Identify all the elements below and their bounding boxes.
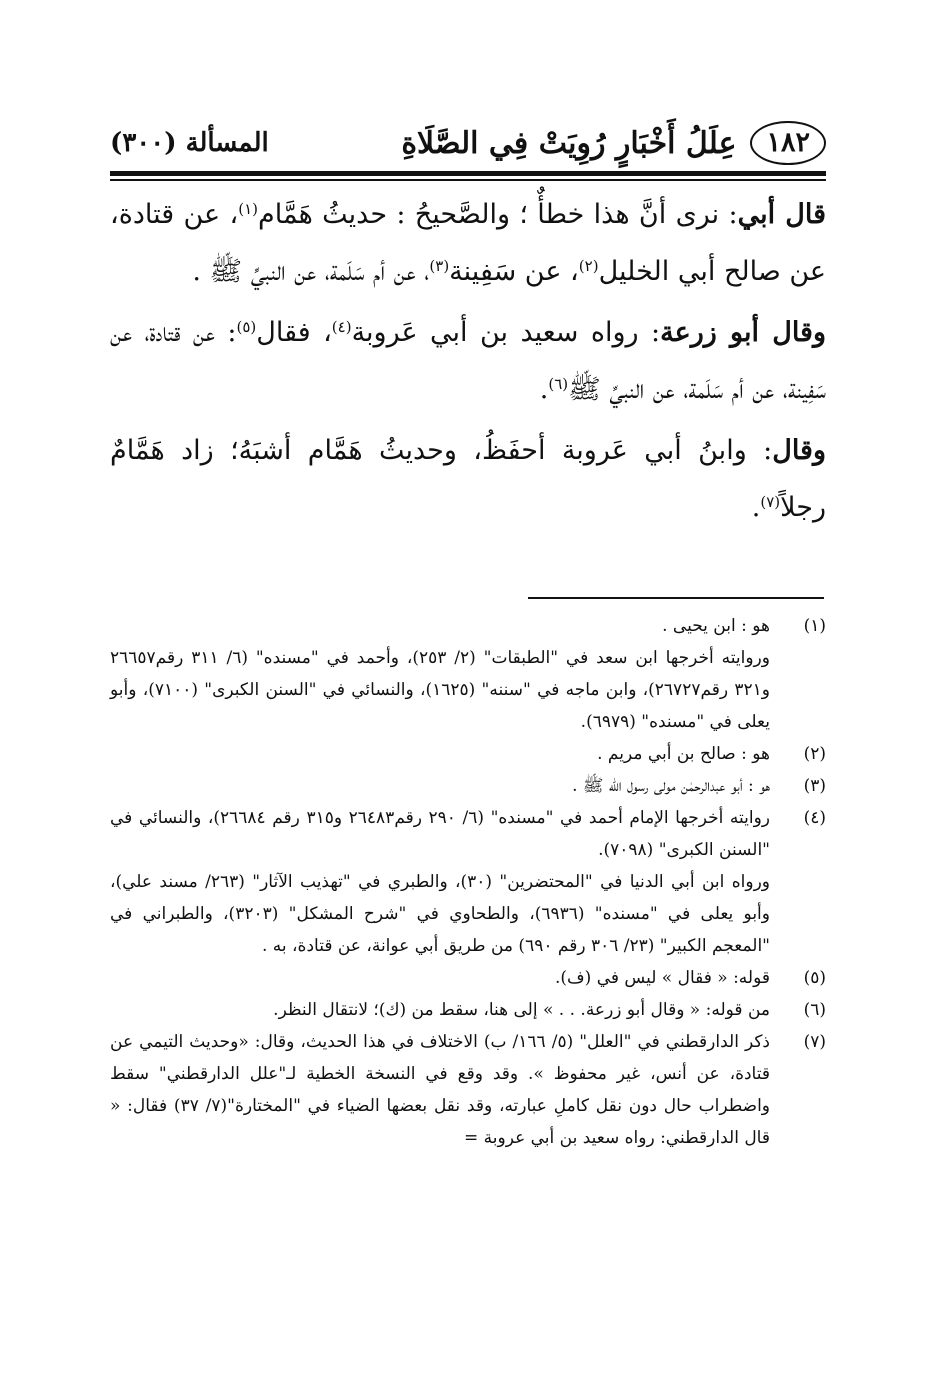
- footnote-line: هو : صالح بن أبي مريم .: [597, 744, 770, 764]
- paragraph-text: : نرى أنَّ هذا خطأٌ ؛ والصَّحيحُ : حديثُ هَمَّام: [258, 199, 738, 230]
- footnote-line: ذكر الدارقطني في "العلل" (٥/ ١٦٦/ ب) الاختلاف في هذا الحديث، وقال: «وحديث التيمي عن قتادة، عن أنس، غير محفوظ ». وقد وقع في النسخة الخطية لـ"علل الدارقطني" سقط واضطراب حال دون نقل كاملِ عبارته، وقد نقل بعضها الضياء في "المختارة"(٧/ ٣٧) فقال: « قال الدارقطني: رواه سعيد بن أبي عروبة =: [110, 1032, 771, 1148]
- footnote-ref[interactable]: (٣): [429, 257, 450, 275]
- footnote-ref[interactable]: (٧): [760, 493, 781, 511]
- footnote-separator: [528, 597, 824, 599]
- footnote-number: (٣): [803, 776, 826, 796]
- page-header: [110, 118, 826, 168]
- paragraph-2: [110, 304, 826, 418]
- footnote-1: [110, 610, 826, 738]
- paragraph-3: [110, 422, 826, 536]
- paragraph-1: [110, 186, 826, 300]
- footnote-line: روايته أخرجها الإمام أحمد في "مسنده" (٦/ ٢٩٠ رقم٢٦٤٨٣ و٣١٥ رقم ٢٦٦٨٤)، والنسائي في "السنن الكبرى" (٧٠٩٨).: [110, 808, 770, 860]
- paragraph-text: ، عن أم سَلَمة، عن النبيِّ ﷺ .: [192, 256, 430, 287]
- footnote-number: (٦): [803, 1000, 826, 1020]
- paragraph-text: ، عن قتادة، عن صالح أبي الخليل: [110, 199, 826, 287]
- footnote-2: [110, 738, 826, 770]
- footnote-number: (٢): [803, 744, 826, 764]
- footnote-body: [110, 1026, 770, 1154]
- footnote-ref[interactable]: (٦): [548, 375, 569, 393]
- footnote-number: (٧): [803, 1032, 826, 1052]
- paragraph-text: ، فقال: [256, 317, 332, 348]
- footnote-7: [110, 1026, 826, 1154]
- footnote-line: من قوله: « وقال أبو زرعة. . . » إلى هنا، سقط من (ك)؛ لانتقال النظر.: [273, 1000, 770, 1020]
- footnote-line: قوله: « فقال » ليس في (ف).: [555, 968, 770, 988]
- footnote-body: [110, 610, 770, 738]
- footnote-line: ورواه ابن أبي الدنيا في "المحتضرين" (٣٠)، والطبري في "تهذيب الآثار" (٢٦٣/ مسند علي)، وأبو يعلى في "مسنده" (٦٩٣٦)، والطحاوي في "شرح المشكل" (٣٢٠٣)، والطبراني في "المعجم الكبير" (٢٣/ ٣٠٦ رقم ٦٩٠) من طريق أبي عوانة، عن قتادة، به .: [110, 872, 770, 956]
- book-title: عِلَلُ أَخْبَارٍ رُوِيَتْ فِي الصَّلَاةِ: [401, 125, 737, 161]
- footnote-body: [110, 962, 770, 994]
- footnote-line: هو : ابن يحيى .: [662, 616, 770, 636]
- footnote-number: (٤): [803, 808, 826, 828]
- footnote-line: وروايته أخرجها ابن سعد في "الطبقات" (٢/ ٢٥٣)، وأحمد في "مسنده" (٦/ ٣١١ رقم٢٦٦٥٧ و٣٢١ رقم٢٦٧٢٧)، وابن ماجه في "سننه" (١٦٢٥)، والنسائي في "السنن الكبرى" (٧١٠٠)، وأبو يعلى في "مسنده" (٦٩٧٩).: [110, 648, 770, 732]
- speaker-label: وقال: [772, 435, 826, 466]
- footnote-body: [110, 994, 770, 1026]
- footnote-body: [110, 738, 770, 770]
- footnote-number: (١): [803, 616, 826, 636]
- paragraph-text: .: [539, 374, 549, 405]
- main-text: [110, 186, 826, 540]
- footnote-ref[interactable]: (٤): [331, 318, 352, 336]
- footnote-4: [110, 802, 826, 962]
- speaker-label: وقال أبو زرعة: [660, 317, 827, 348]
- header-rule-thin: [110, 179, 826, 181]
- header-right-group: [401, 121, 826, 165]
- header-rule-thick: [110, 171, 826, 176]
- paragraph-text: : وابنُ أبي عَروبة أحفَظُ، وحديثُ هَمَّام أشبَهُ؛ زاد هَمَّامٌ رجلاً: [110, 435, 826, 523]
- footnote-ref[interactable]: (١): [238, 200, 259, 218]
- footnote-body: [110, 802, 770, 962]
- paragraph-text: : عن قتادة، عن سَفِينة، عن أم سَلَمة، عن النبيِّ ﷺ: [110, 317, 826, 405]
- page-number: ١٨٢: [750, 121, 826, 165]
- footnote-3: [110, 770, 826, 802]
- footnote-line: هو : أبو عبدالرحمٰن مولى رسول الله ﷺ .: [572, 776, 770, 796]
- paragraph-text: .: [751, 492, 761, 523]
- speaker-label: قال أبي: [737, 199, 826, 230]
- footnote-number: (٥): [803, 968, 826, 988]
- footnote-6: [110, 994, 826, 1026]
- footnote-body: [110, 770, 770, 802]
- issue-label: المسألة (٣٠٠): [110, 128, 269, 158]
- footnote-5: [110, 962, 826, 994]
- footnotes: [110, 610, 826, 1154]
- footnote-ref[interactable]: (٥): [236, 318, 257, 336]
- paragraph-text: : رواه سعيد بن أبي عَروبة: [351, 317, 661, 348]
- footnote-ref[interactable]: (٢): [578, 257, 599, 275]
- paragraph-text: ، عن سَفِينة: [449, 256, 579, 287]
